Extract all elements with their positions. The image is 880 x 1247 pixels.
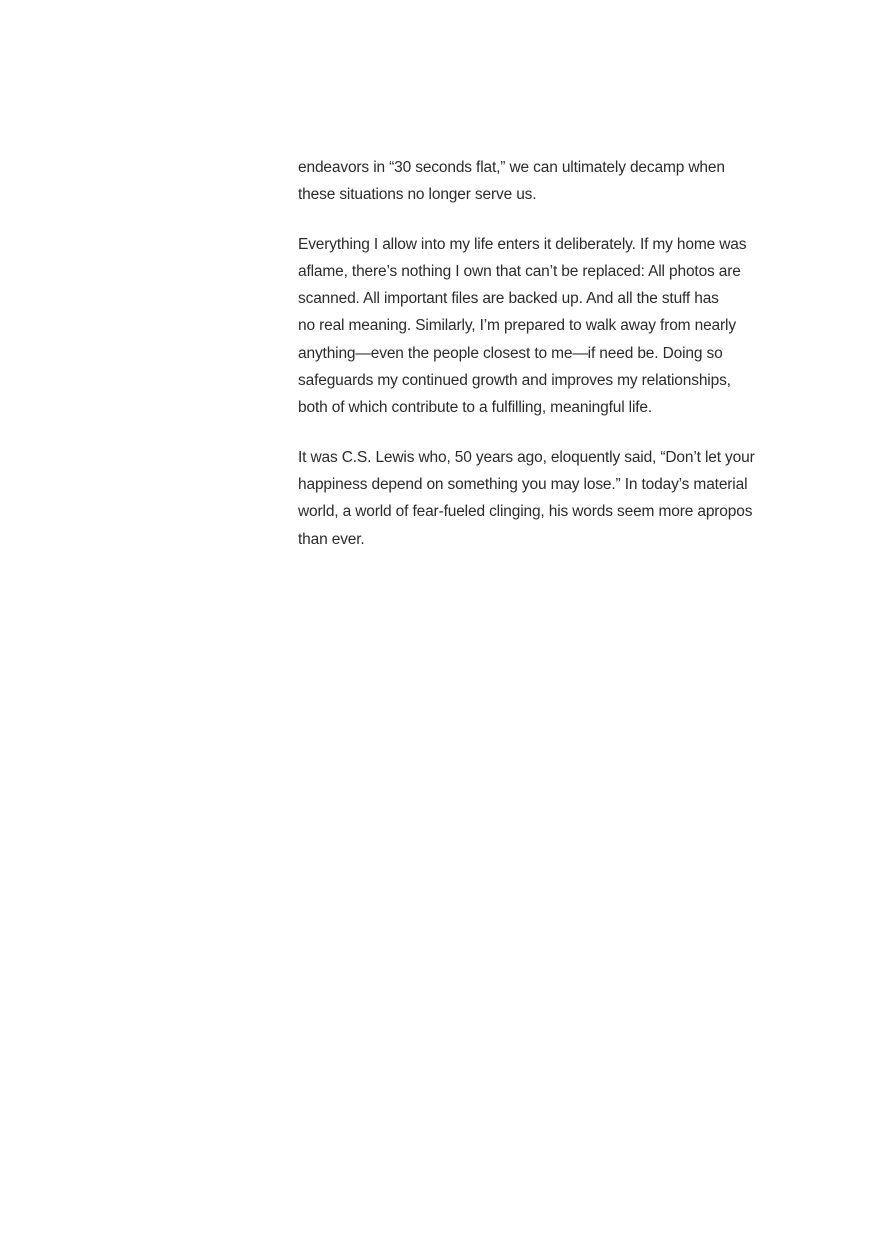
paragraph-1 [298, 154, 768, 209]
paragraph-line: It was C.S. Lewis who, 50 years ago, eloquently said, “Don’t let your [298, 448, 755, 466]
paragraph-line: endeavors in “30 seconds flat,” we can ultimately decamp when [298, 159, 725, 176]
paragraph-line: aflame, there’s nothing I own that can’t be replaced: All photos are [298, 262, 741, 280]
paragraph-line: happiness depend on something you may lose.” In today’s material [298, 475, 748, 493]
paragraph-line: safeguards my continued growth and improves my relationships, [298, 372, 731, 390]
paragraph-line: anything—even the people closest to me—if need be. Doing so [298, 344, 723, 362]
paragraph-line: than ever. [298, 530, 365, 548]
text-column [298, 154, 768, 575]
paragraph-line: scanned. All important files are backed up. And all the stuff has [298, 290, 719, 308]
paragraph-2 [298, 231, 768, 422]
paragraph-line: no real meaning. Similarly, I’m prepared to walk away from nearly [298, 317, 736, 335]
paragraph-line: both of which contribute to a fulfilling, meaningful life. [298, 399, 653, 417]
paragraph-line: these situations no longer serve us. [298, 186, 537, 204]
paragraph-line: Everything I allow into my life enters it deliberately. If my home was [298, 235, 747, 253]
paragraph-line: world, a world of fear-fueled clinging, his words seem more apropos [298, 503, 753, 521]
paragraph-3 [298, 444, 768, 553]
